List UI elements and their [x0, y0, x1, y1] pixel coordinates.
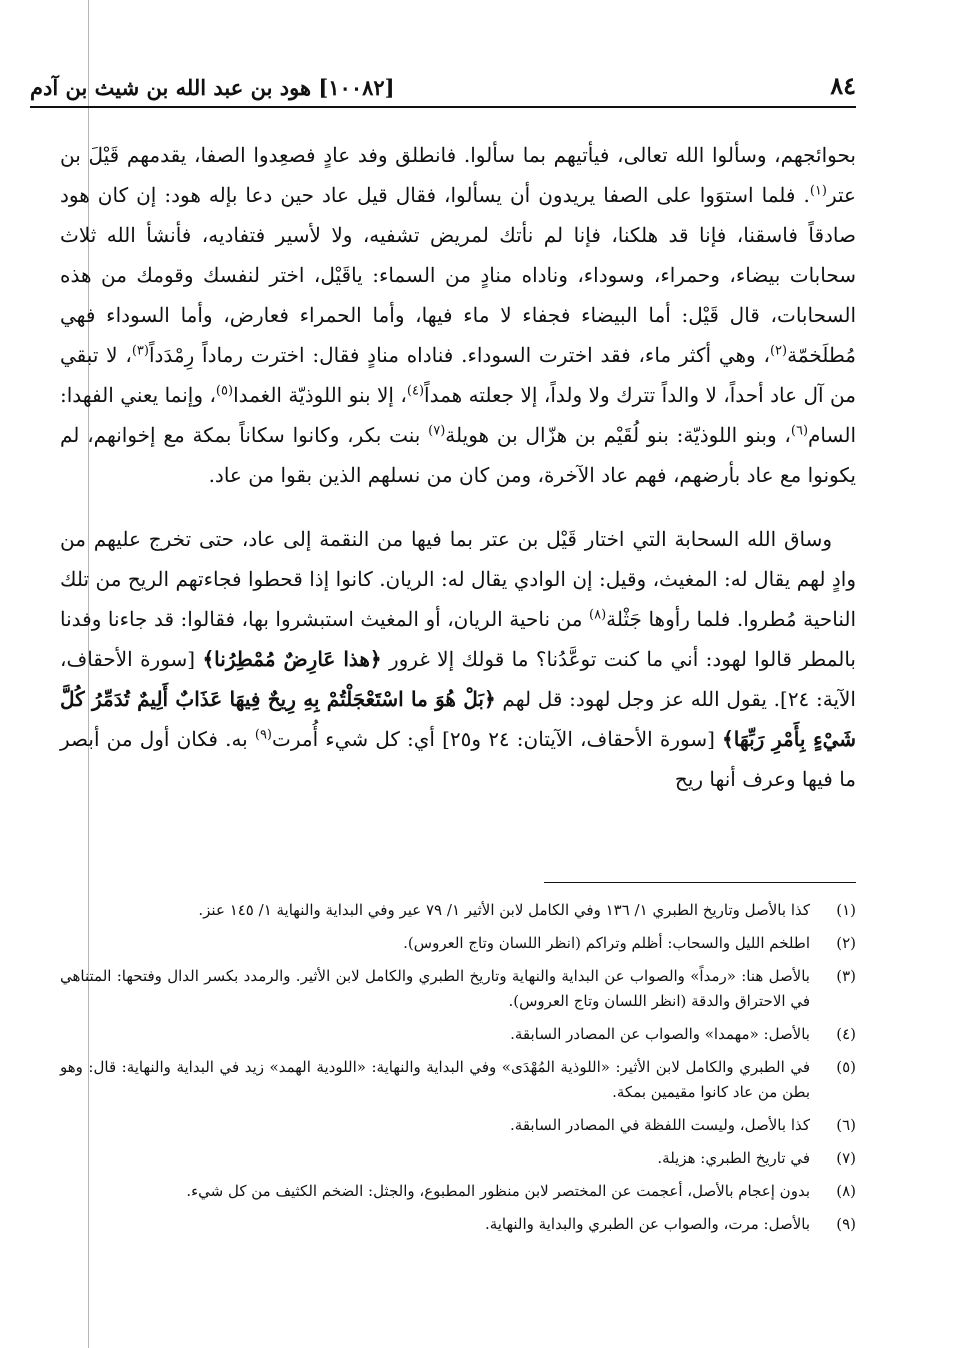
footnote-reference: (٩): [254, 727, 272, 743]
text-run: ، لا تبقي من آل عاد أحداً، لا والداً تترك ولا ولداً، إلا جعلته همداً: [60, 343, 856, 407]
footnote-item: [60, 898, 856, 923]
footnote-reference: (٨): [589, 607, 607, 623]
text-run: ، وإنما يعني الفهدا: السام: [60, 383, 856, 447]
footnote-text: اطلخم الليل والسحاب: أظلم وتراكم (انظر اللسان وتاج العروس).: [403, 934, 810, 952]
page-header: [30, 62, 856, 108]
footnote-text: بالأصل: مرت، والصواب عن الطبري والبداية والنهاية.: [484, 1215, 810, 1233]
text-run: بحوائجهم، وسألوا الله تعالى، فيأتيهم بما سألوا. فانطلق وفد عادٍ فصعِدوا الصفا، يقدمهم قَيْلَ بن عتر: [60, 143, 856, 207]
footnote-reference: (٤): [406, 383, 425, 399]
footnote-number: (٧): [836, 1149, 856, 1167]
footnote-number: (٥): [836, 1058, 856, 1076]
footnote-item: [60, 1022, 856, 1047]
text-run: وساق الله السحابة التي اختار قَيْل بن عتر بما فيها من النقمة إلى عاد، حتى تخرج عليهم من وادٍ لهم يقال له: المغيث، وقيل: إن الوادي يقال له: الريان. كانوا إذا قحطوا فجاءتهم الريح من تلك الناحية مُطروا. فلما رأوها جَثْلة: [60, 527, 857, 631]
footnote-number: (٤): [836, 1025, 856, 1043]
footnote-text: كذا بالأصل، وليست اللفظة في المصادر السابقة.: [510, 1116, 810, 1134]
footnote-text: كذا بالأصل وتاريخ الطبري ١/ ١٣٦ وفي الكامل لابن الأثير ١/ ٧٩ عير وفي البداية والنهاية ١/ ١٤٥ عنز.: [198, 901, 810, 919]
footnote-text: بالأصل هنا: «رمداً» والصواب عن البداية والنهاية وتاريخ الطبري والكامل لابن الأثير. والرمدد بكسر الدال وفتحها: المتناهي في الاحتراق والدقة (انظر اللسان وتاج العروس).: [60, 967, 810, 1010]
footnote-number: (١): [836, 901, 856, 919]
footnote-number: (٣): [836, 967, 856, 985]
footnote-number: (٦): [836, 1116, 856, 1134]
footnote-text: بدون إعجام بالأصل، أعجمت عن المختصر لابن منظور المطبوع، والجثل: الضخم الكثيف من كل شيء.: [186, 1182, 810, 1200]
footnote-item: [60, 1212, 856, 1237]
paragraph-1: [60, 135, 856, 495]
main-text: [60, 135, 856, 799]
footnote-item: [60, 1113, 856, 1138]
footnote-reference: (١): [809, 183, 827, 199]
footnote-item: [60, 1146, 856, 1171]
footnote-number: (٢): [836, 934, 856, 952]
footnote-number: (٩): [836, 1215, 856, 1233]
footnote-text: في الطبري والكامل لابن الأثير: «اللوذية المُهْدَى» وفي البداية والنهاية: «اللودية الهمد» زيد في البداية والنهاية: قال: وهو بطن من عاد كانوا مقيمين بمكة.: [60, 1058, 810, 1101]
text-run: ، وهي أكثر ماء، فقد اخترت السوداء. فناداه منادٍ فقال: اخترت رماداً رِمْدَداً: [148, 343, 770, 367]
footnote-reference: (٥): [215, 383, 234, 399]
text-run: ، وبنو اللوذيّة: بنو لُقَيْم بن هزّال بن هويلة: [445, 423, 791, 447]
footnote-item: [60, 964, 856, 1014]
footnotes: [60, 898, 856, 1245]
text-run: به. فكان أول من أبصر ما فيها وعرف أنها ريح: [60, 727, 856, 791]
text-run: بنت بكر، وكانوا سكاناً بمكة مع إخوانهم، لم يكونوا مع عاد بأرضهم، فهم عاد الآخرة، ومن كان من نسلهم الذين بقوا من عاد.: [60, 423, 856, 487]
text-run: [سورة الأحقاف، الآيتان: ٢٤ و٢٥] أي: كل شيء أُمرت: [272, 727, 723, 751]
text-run: من ناحية الريان، أو المغيث استبشروا بها، فقالوا: قد جاءنا وفدنا بالمطر قالوا لهود: أني ما كنت توعَّدُنا؟ ما قولك إلا غرور: [60, 607, 857, 671]
footnote-reference: (٦): [790, 423, 809, 439]
footnote-separator: [544, 882, 856, 883]
footnote-reference: (٧): [428, 423, 446, 439]
footnote-reference: (٣): [131, 343, 149, 359]
footnote-item: [60, 931, 856, 956]
footnote-item: [60, 1055, 856, 1105]
footnote-text: بالأصل: «مهمدا» والصواب عن المصادر السابقة.: [510, 1025, 810, 1043]
footnote-reference: (٢): [769, 343, 788, 359]
quran-quote: ﴿بَلْ هُوَ ما اسْتَعْجَلْتُمْ بِهِ رِيحٌ فِيهَا عَذَابٌ أَلِيمٌ تُدَمِّرُ كُلَّ شَيْءٍ بِأَمْرِ رَبِّهَا﴾: [60, 687, 856, 751]
text-run: . فلما استوَوا على الصفا يريدون أن يسألوا، فقال قيل عاد حين دعا بإله هود: إن كان هود صادقاً فاسقنا، فإنا قد هلكنا، فإنا لم نأتك لمريض تشفيه، ولا لأسير فتفاديه، فأنشأ الله ثلاث سحابات بيضاء، وحمراء، وسوداء، وناداه منادٍ من السماء: ياقَيْل، اختر لنفسك وقومك من هذه السحابات، قال قَيْل: أما البيضاء فجفاء لا ماء فيها، وأما الحمراء فعارض، وأما السوداء فهي مُطلَخمّة: [60, 183, 857, 367]
running-head: [١٠٠٨٢] هود بن عبد الله بن شيث بن آدم: [30, 75, 395, 100]
text-run: [سورة الأحقاف، الآية: ٢٤]. يقول الله عز وجل لهود: قل لهم: [60, 647, 856, 711]
quran-quote: ﴿هذا عَارِضٌ مُمْطِرُنا﴾: [202, 647, 382, 671]
footnote-number: (٨): [836, 1182, 856, 1200]
page-number: ٨٤: [830, 71, 856, 100]
text-run: ، إلا بنو اللوذيّة الغمدا: [233, 383, 407, 407]
footnote-text: في تاريخ الطبري: هزيلة.: [657, 1149, 810, 1167]
paragraph-2: [60, 519, 856, 799]
footnote-item: [60, 1179, 856, 1204]
